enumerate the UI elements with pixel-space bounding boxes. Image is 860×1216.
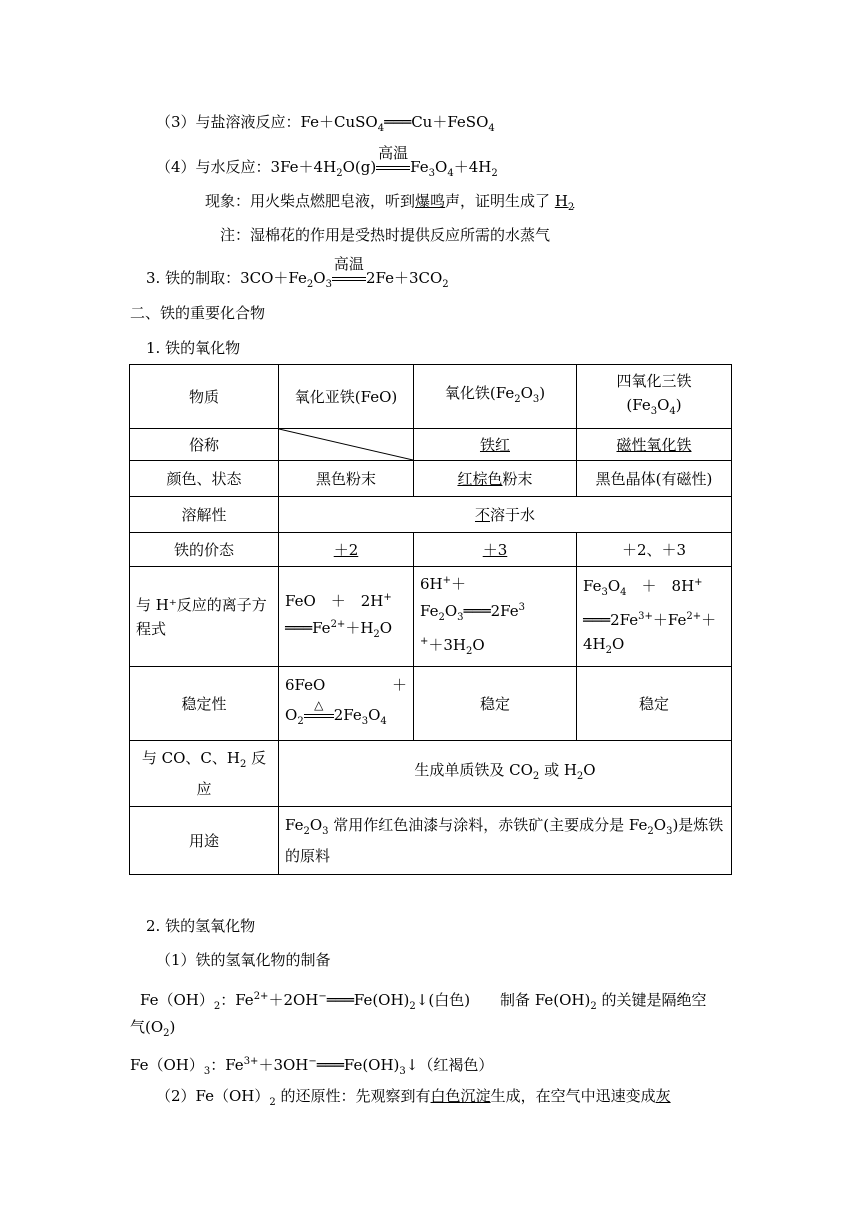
sub: 2	[409, 1001, 416, 1012]
section-heading: 二、铁的重要化合物	[130, 304, 266, 322]
sup: 3	[518, 602, 526, 613]
sup: −	[318, 991, 327, 1002]
table-row	[130, 497, 732, 533]
text: 4H	[583, 634, 606, 653]
text: （3）与盐溶液反应：Fe＋CuSO	[156, 113, 378, 131]
text: O	[435, 158, 448, 176]
equal-bar	[332, 277, 366, 281]
line-water-reaction	[156, 144, 498, 184]
sub: 2	[590, 1001, 597, 1012]
underlined-text: ＋3	[482, 540, 508, 559]
diagonal-cell	[279, 429, 414, 461]
sub: 2	[163, 1028, 170, 1039]
header-cell	[414, 365, 577, 429]
text: )是炼铁的原料	[285, 816, 724, 865]
sub: 3	[361, 716, 369, 727]
text: O	[285, 706, 298, 724]
text: O	[444, 602, 458, 620]
sub: 3	[601, 586, 608, 598]
table-row	[130, 667, 732, 741]
text: ＋3OH	[258, 1056, 309, 1074]
text: O(g)	[342, 158, 377, 176]
text: )	[539, 384, 546, 402]
text: 3. 铁的制取：3CO＋Fe	[146, 269, 307, 287]
text: 反应	[196, 749, 267, 798]
text: ↓（红褐色）	[405, 1056, 494, 1074]
underlined-text: 红棕色	[457, 469, 503, 488]
text: O	[520, 384, 533, 402]
sub: 3	[457, 612, 464, 623]
underlined-text: 白色沉淀	[430, 1087, 491, 1105]
sub: 2	[532, 771, 540, 782]
sup: −	[308, 1056, 317, 1067]
heat-symbol: △	[314, 698, 324, 712]
sub: 2	[567, 202, 575, 213]
text: 2Fe	[333, 706, 362, 724]
text: Fe	[410, 158, 429, 176]
text: O	[472, 636, 485, 654]
text: ═══2Fe	[583, 610, 639, 629]
cell: 黑色晶体(有磁性)	[577, 461, 732, 497]
text: H	[554, 192, 568, 210]
text: （2）Fe（OH）	[156, 1087, 270, 1105]
sub: 2	[297, 716, 304, 727]
sub: 2	[647, 826, 654, 837]
text: ═══2Fe	[463, 602, 519, 620]
sub: 2	[514, 394, 521, 405]
text: )	[675, 396, 682, 414]
text: ＋4H	[453, 158, 492, 176]
sub: 3	[322, 826, 329, 837]
text: O	[368, 706, 381, 724]
text: 生成，在空气中迅速变成	[490, 1087, 656, 1105]
cell	[279, 567, 414, 667]
text: (Fe	[626, 396, 651, 414]
sub: 2	[239, 759, 247, 770]
text: ＋Fe	[652, 610, 687, 629]
text: ↓(白色) 制备 Fe(OH)	[415, 991, 591, 1009]
sup: 2+	[686, 610, 702, 622]
sub: 4	[669, 406, 676, 417]
text: 2Fe＋3CO	[365, 269, 443, 287]
sub: 3	[203, 1066, 211, 1077]
sub: 4	[377, 123, 385, 134]
text: O	[612, 634, 625, 653]
cell	[279, 741, 732, 807]
text: ═══Fe	[285, 619, 331, 637]
text: ═══Fe(OH)	[326, 991, 410, 1009]
text: ：Fe	[220, 991, 254, 1009]
cell	[577, 429, 732, 461]
sub: 3	[666, 826, 673, 837]
sup: +	[420, 636, 429, 647]
table-row	[130, 365, 732, 429]
sub: 4	[488, 123, 495, 134]
cell	[577, 567, 732, 667]
row-label: 铁的价态	[130, 533, 279, 567]
text: O	[653, 816, 667, 834]
cell: ＋2、＋3	[577, 533, 732, 567]
iron-oxides-table	[129, 364, 732, 875]
text: 四氧化三铁	[616, 372, 692, 390]
row-label: 与 H⁺反应的离子方程式	[130, 567, 279, 667]
line-feoh3	[130, 1052, 493, 1082]
line-note: 注：湿棉花的作用是受热时提供反应所需的水蒸气	[220, 226, 551, 244]
sub: 2	[491, 168, 498, 179]
sub: 2	[213, 1001, 221, 1012]
row-label: 颜色、状态	[130, 461, 279, 497]
header-cell	[577, 365, 732, 429]
text: ＋ 8H	[626, 576, 695, 595]
row-label: 溶解性	[130, 497, 279, 533]
line-reducibility	[156, 1086, 671, 1113]
underlined-text: 灰	[655, 1087, 671, 1105]
reaction-condition	[376, 144, 410, 177]
text: 或 H	[539, 761, 577, 779]
cell: 稳定	[414, 667, 577, 741]
text: 现象：用火柴点燃肥皂液，听到	[205, 192, 416, 210]
text: ＋2OH	[268, 991, 319, 1009]
text: ＋H	[345, 619, 374, 637]
text: ＋Fe	[420, 575, 467, 620]
sup: 2+	[253, 991, 269, 1002]
cell	[279, 807, 732, 875]
table-row	[130, 807, 732, 875]
sup: 2+	[330, 619, 346, 630]
cell	[279, 497, 732, 533]
text: 生成单质铁及 CO	[414, 761, 533, 779]
text: 溶于水	[490, 505, 536, 524]
diagonal-line	[279, 429, 413, 460]
table-row	[130, 533, 732, 567]
cell	[414, 567, 577, 667]
underlined-text: ＋2	[333, 540, 359, 559]
sup: +	[694, 576, 703, 588]
text: 常用作红色油漆与涂料，赤铁矿(主要成分是 Fe	[328, 816, 648, 834]
text: ＋	[391, 676, 407, 694]
sup: 3+	[243, 1056, 259, 1067]
header-cell: 物质	[130, 365, 279, 429]
underlined-text: 磁性氧化铁	[616, 435, 692, 454]
sub: 2	[306, 279, 314, 290]
table-row	[130, 461, 732, 497]
text: ＋	[701, 610, 717, 629]
text: O	[309, 816, 323, 834]
text: 气(O	[130, 1018, 164, 1036]
line-iron-production	[146, 255, 449, 295]
cell: 稳定	[577, 667, 732, 741]
cell	[279, 667, 414, 741]
sup: +	[442, 575, 452, 586]
sub: 3	[428, 168, 436, 179]
row-label	[130, 741, 279, 807]
row-label: 稳定性	[130, 667, 279, 741]
sub: 3	[532, 394, 540, 405]
text: FeO ＋ 2H	[285, 592, 384, 610]
text: 6FeO	[285, 676, 326, 694]
line-feoh2	[140, 987, 707, 1017]
sub: 2	[576, 771, 584, 782]
line-preparation: （1）铁的氢氧化物的制备	[156, 951, 331, 969]
text: ：Fe	[210, 1056, 244, 1074]
reaction-condition	[304, 698, 334, 727]
sub: 2	[373, 629, 380, 640]
text: O	[313, 269, 326, 287]
sub: 2	[269, 1097, 276, 1108]
row-label: 用途	[130, 807, 279, 875]
subsection-heading: 1. 铁的氧化物	[146, 339, 241, 357]
text: 氧化铁(Fe	[444, 384, 515, 402]
sub: 4	[380, 716, 387, 727]
sub: 3	[399, 1066, 406, 1077]
text: 与 CO、C、H	[141, 749, 240, 767]
cell	[414, 533, 577, 567]
sup: 3+	[638, 610, 653, 622]
text: 的关键是隔绝空	[596, 991, 707, 1009]
table-row	[130, 567, 732, 667]
text: 粉末	[502, 469, 533, 488]
row-label: 俗称	[130, 429, 279, 461]
sub: 2	[336, 168, 343, 179]
line-feoh2-cont	[130, 1017, 175, 1044]
line-phenomenon	[205, 191, 574, 218]
text: Fe（OH）	[140, 991, 214, 1009]
equation-line	[285, 698, 407, 734]
cell	[414, 461, 577, 497]
sub: 2	[466, 646, 473, 657]
sub: 4	[447, 168, 454, 179]
underlined-text: 爆鸣	[415, 192, 446, 210]
underlined-h2	[554, 192, 575, 213]
sub: 2	[438, 612, 445, 623]
text: 声，证明生成了	[445, 192, 555, 210]
text: )	[169, 1018, 176, 1036]
text: 6H	[420, 575, 443, 593]
table-row	[130, 741, 732, 807]
text: 的还原性：先观察到有	[275, 1087, 431, 1105]
sub: 4	[620, 586, 627, 598]
underlined-text: 不	[474, 505, 490, 524]
text: ═══Cu＋FeSO	[384, 113, 489, 131]
text: ＋3H	[428, 636, 467, 654]
sub: 2	[442, 279, 449, 290]
cell	[414, 429, 577, 461]
equal-bar	[376, 166, 410, 170]
subsection-heading: 2. 铁的氢氧化物	[146, 917, 256, 935]
sub: 2	[605, 644, 612, 656]
underlined-text: 铁红	[479, 435, 510, 454]
header-cell: 氧化亚铁(FeO)	[279, 365, 414, 429]
sup: +	[383, 592, 392, 603]
cell: 黑色粉末	[279, 461, 414, 497]
sub: 3	[325, 279, 332, 290]
condition-label: 高温	[333, 255, 364, 273]
text: O	[657, 396, 670, 414]
sub: 2	[303, 826, 310, 837]
text: Fe	[285, 816, 304, 834]
text: Fe	[583, 576, 602, 595]
text: （4）与水反应：3Fe＋4H	[156, 158, 337, 176]
sub: 3	[650, 406, 658, 417]
text: ═══Fe(OH)	[316, 1056, 400, 1074]
text: O	[583, 761, 596, 779]
text: O	[379, 619, 393, 637]
condition-label: 高温	[378, 144, 409, 162]
text: Fe（OH）	[130, 1056, 204, 1074]
line-salt-reaction	[156, 112, 495, 139]
text: O	[607, 576, 621, 595]
cell	[279, 533, 414, 567]
table-row	[130, 429, 732, 461]
reaction-condition	[332, 255, 366, 288]
